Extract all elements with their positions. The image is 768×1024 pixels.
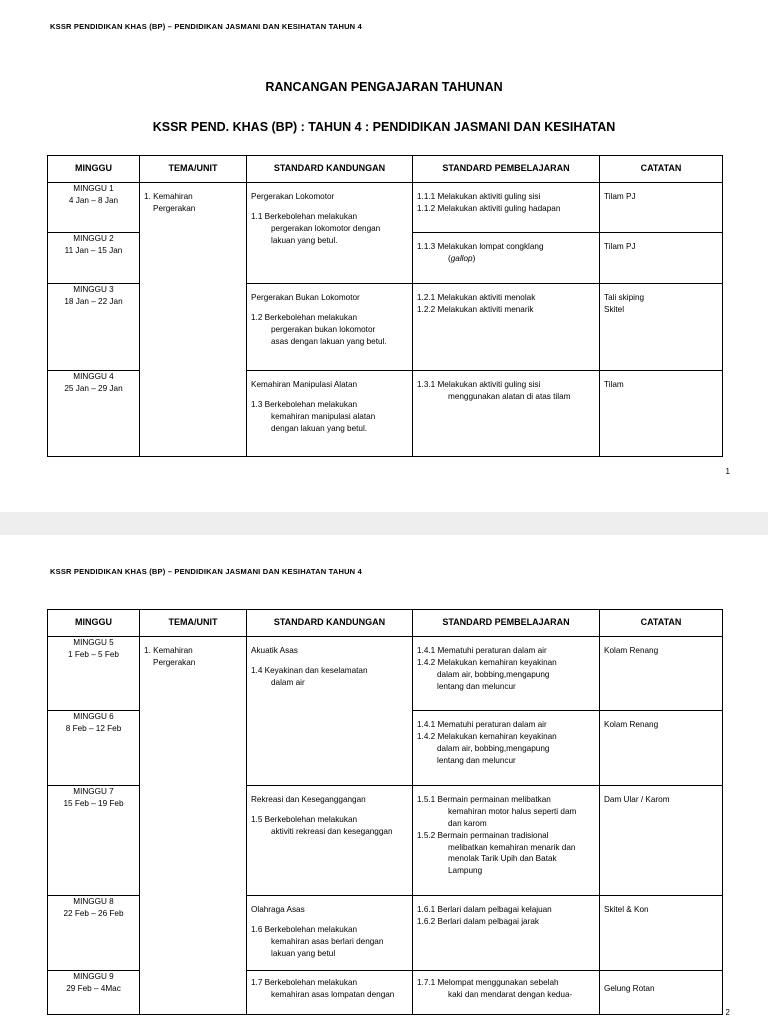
catatan-cell [600, 183, 723, 233]
sp-line: dalam air, bobbing,mengapung [437, 743, 550, 753]
table-row [48, 637, 723, 711]
sk-title: Olahraga Asas [251, 905, 305, 914]
week-label: MINGGU 5 [73, 638, 114, 647]
sk-title: Kemahiran Manipulasi Alatan [251, 380, 358, 389]
sk-line: asas dengan lakuan yang betul. [271, 336, 387, 346]
sp-line: 1.3.1 Melakukan aktiviti guling sisi [417, 380, 541, 389]
week-cell [48, 637, 140, 711]
catatan-cell [600, 971, 723, 1015]
sk-title: Akuatik Asas [251, 646, 298, 655]
col-header-minggu: MINGGU [48, 156, 140, 183]
week-dates: 22 Feb – 26 Feb [63, 909, 124, 919]
sp-cell [413, 233, 600, 284]
sp-paren: ( [448, 253, 451, 263]
table-header-row [48, 156, 723, 183]
catatan-text: Kolam Renang [604, 720, 659, 729]
week-label: MINGGU 6 [73, 712, 114, 721]
sp-line: Lampung [448, 866, 483, 876]
catatan-cell [600, 786, 723, 896]
sp-line: 1.4.1 Mematuhi peraturan dalam air [417, 646, 547, 655]
sp-line: melibatkan kemahiran menarik dan [448, 842, 576, 852]
sk-line: 1.7 Berkebolehan melakukan [251, 978, 358, 987]
catatan-text: Tilam [604, 380, 624, 389]
sk-line: 1.5 Berkebolehan melakukan [251, 814, 358, 824]
col-header-catatan: CATATAN [600, 156, 723, 183]
sk-cell [247, 896, 413, 971]
sp-cell [413, 183, 600, 233]
sp-line: 1.4.1 Mematuhi peraturan dalam air [417, 720, 547, 729]
sp-cell [413, 637, 600, 711]
sp-line: 1.7.1 Melompat menggunakan sebelah [417, 978, 559, 987]
sp-cell [413, 284, 600, 371]
week-dates: 15 Feb – 19 Feb [63, 799, 124, 809]
sp-line: 1.1.2 Melakukan aktiviti guling hadapan [417, 203, 561, 213]
sp-line: menggunakan alatan di atas tilam [448, 391, 571, 401]
sk-line: pergerakan lokomotor dengan [271, 223, 381, 233]
tema-line: Pergerakan [153, 657, 196, 667]
running-header: KSSR PENDIDIKAN KHAS (BP) – PENDIDIKAN JASMANI DAN KESIHATAN TAHUN 4 [50, 567, 362, 576]
sp-line: 1.6.2 Berlari dalam pelbagai jarak [417, 916, 539, 926]
sp-cell [413, 971, 600, 1015]
catatan-cell [600, 637, 723, 711]
week-dates: 11 Jan – 15 Jan [64, 246, 123, 256]
catatan-text: Skitel [604, 304, 625, 314]
sp-line: 1.4.2 Melakukan kemahiran keyakinan [417, 657, 557, 667]
sk-line: pergerakan bukan lokomotor [271, 324, 376, 334]
tema-cell [140, 183, 247, 457]
sp-line: 1.5.1 Bermain permainan melibatkan [417, 795, 551, 804]
sk-line: 1.1 Berkebolehan melakukan [251, 211, 358, 221]
week-dates: 18 Jan – 22 Jan [64, 297, 123, 307]
week-cell [48, 371, 140, 457]
week-label: MINGGU 4 [73, 372, 114, 381]
week-dates: 4 Jan – 8 Jan [68, 196, 119, 206]
tema-line: 1. Kemahiran [144, 192, 193, 201]
sk-title: Rekreasi dan Keseganggangan [251, 795, 366, 804]
sk-line: aktiviti rekreasi dan keseganggan [271, 826, 393, 836]
catatan-text: Skitel & Kon [604, 905, 649, 914]
week-cell [48, 711, 140, 786]
week-label: MINGGU 2 [73, 234, 114, 243]
sk-cell [247, 183, 413, 284]
week-label: MINGGU 7 [73, 787, 114, 796]
week-label: MINGGU 3 [73, 285, 114, 294]
sp-line [417, 253, 595, 265]
catatan-cell [600, 896, 723, 971]
col-header-tema: TEMA/UNIT [140, 156, 247, 183]
plan-table-page-1 [47, 155, 723, 457]
page-number: 2 [725, 1008, 730, 1017]
sp-line: menolak Tarik Upih dan Batak [448, 854, 557, 864]
sk-line: 1.6 Berkebolehan melakukan [251, 924, 358, 934]
table-header-row [48, 610, 723, 637]
sp-cell [413, 786, 600, 896]
sk-cell [247, 284, 413, 371]
sp-line: kemahiran motor halus seperti dam [448, 806, 577, 816]
catatan-text: Tilam PJ [604, 192, 636, 201]
catatan-text: Tali skiping [604, 293, 645, 302]
sp-paren: ) [472, 253, 476, 263]
sk-line: 1.2 Berkebolehan melakukan [251, 312, 358, 322]
catatan-text: Gelung Rotan [604, 984, 655, 993]
sp-line: 1.5.2 Bermain permainan tradisional [417, 830, 549, 840]
catatan-cell [600, 711, 723, 786]
sp-line: dalam air, bobbing,mengapung [437, 669, 550, 679]
col-header-standard-pembelajaran: STANDARD PEMBELAJARAN [413, 610, 600, 637]
week-dates: 8 Feb – 12 Feb [65, 724, 122, 734]
sk-line: dengan lakuan yang betul. [271, 423, 368, 433]
week-cell [48, 971, 140, 1015]
week-label: MINGGU 8 [73, 897, 114, 906]
sp-line: 1.2.2 Melakukan aktiviti menarik [417, 304, 534, 314]
page-separator [0, 512, 768, 535]
sp-line: 1.6.1 Berlari dalam pelbagai kelajuan [417, 905, 552, 914]
sp-line: dan karom [448, 818, 487, 828]
week-cell [48, 896, 140, 971]
col-header-tema: TEMA/UNIT [140, 610, 247, 637]
col-header-catatan: CATATAN [600, 610, 723, 637]
document-page-2 [0, 535, 768, 1024]
catatan-text: Tilam PJ [604, 242, 636, 251]
sk-title: Pergerakan Lokomotor [251, 192, 335, 201]
document-title: RANCANGAN PENGAJARAN TAHUNAN [265, 80, 503, 94]
sk-title: Pergerakan Bukan Lokomotor [251, 293, 360, 302]
plan-table-page-2 [47, 609, 723, 1015]
week-cell [48, 786, 140, 896]
sp-cell [413, 896, 600, 971]
catatan-text: Kolam Renang [604, 646, 659, 655]
sk-line: kemahiran asas berlari dengan [271, 936, 384, 946]
sp-line: 1.1.3 Melakukan lompat congklang [417, 242, 544, 251]
tema-cell [140, 637, 247, 1015]
sk-cell [247, 637, 413, 786]
col-header-standard-pembelajaran: STANDARD PEMBELAJARAN [413, 156, 600, 183]
running-header: KSSR PENDIDIKAN KHAS (BP) – PENDIDIKAN JASMANI DAN KESIHATAN TAHUN 4 [50, 22, 362, 31]
sk-line: kemahiran asas lompatan dengan [271, 989, 395, 999]
week-dates: 1 Feb – 5 Feb [68, 650, 119, 660]
catatan-text: Dam Ular / Karom [604, 795, 670, 804]
col-header-minggu: MINGGU [48, 610, 140, 637]
col-header-standard-kandungan: STANDARD KANDUNGAN [247, 610, 413, 637]
week-label: MINGGU 9 [73, 972, 114, 981]
sk-line: kemahiran manipulasi alatan [271, 411, 376, 421]
tema-line: Pergerakan [153, 203, 196, 213]
week-label: MINGGU 1 [73, 184, 114, 193]
sk-line: 1.4 Keyakinan dan keselamatan [251, 665, 368, 675]
sp-line: lentang dan meluncur [437, 681, 516, 691]
sp-cell [413, 711, 600, 786]
sp-cell [413, 371, 600, 457]
catatan-cell [600, 371, 723, 457]
col-header-standard-kandungan: STANDARD KANDUNGAN [247, 156, 413, 183]
tema-line: 1. Kemahiran [144, 646, 193, 655]
sk-line: dalam air [271, 677, 305, 687]
week-dates: 25 Jan – 29 Jan [64, 384, 123, 394]
sk-cell [247, 971, 413, 1015]
table-row [48, 183, 723, 233]
sk-line: lakuan yang betul. [271, 235, 338, 245]
sp-italic-term: gallop [450, 253, 473, 263]
sk-cell [247, 786, 413, 896]
page-number: 1 [725, 467, 730, 476]
week-cell [48, 284, 140, 371]
sk-line: lakuan yang betul [271, 948, 336, 958]
sp-line: 1.1.1 Melakukan aktiviti guling sisi [417, 192, 541, 201]
sp-line: kaki dan mendarat dengan kedua- [448, 989, 573, 999]
week-dates: 29 Feb – 4Mac [66, 984, 121, 994]
sp-line: 1.2.1 Melakukan aktiviti menolak [417, 293, 536, 302]
catatan-cell [600, 284, 723, 371]
sk-line: 1.3 Berkebolehan melakukan [251, 399, 358, 409]
sp-line: 1.4.2 Melakukan kemahiran keyakinan [417, 731, 557, 741]
week-cell [48, 183, 140, 233]
document-subtitle: KSSR PEND. KHAS (BP) : TAHUN 4 : PENDIDIKAN JASMANI DAN KESIHATAN [152, 120, 616, 134]
catatan-cell [600, 233, 723, 284]
sp-line: lentang dan meluncur [437, 755, 516, 765]
sk-cell [247, 371, 413, 457]
week-cell [48, 233, 140, 284]
